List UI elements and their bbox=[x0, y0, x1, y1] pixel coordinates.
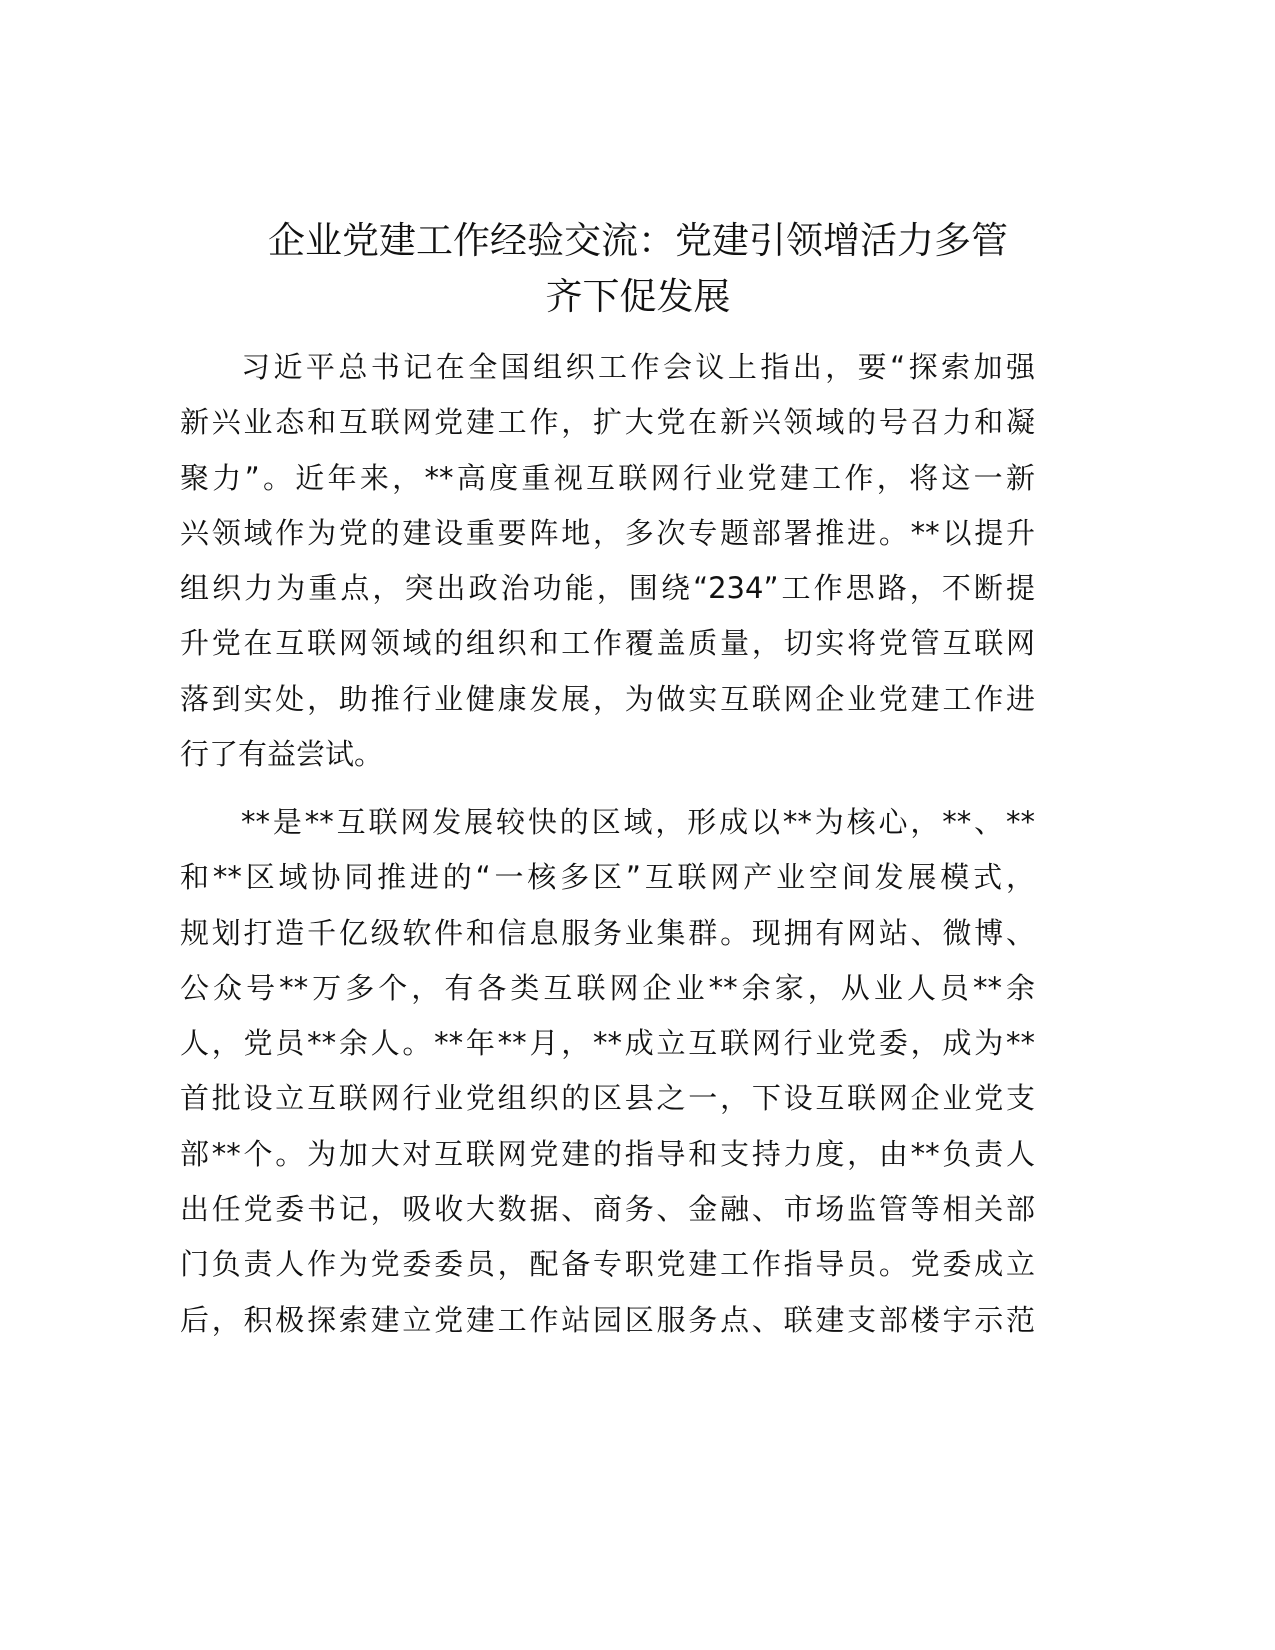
paragraph-2 bbox=[180, 795, 1035, 1348]
text-line: 规划打造千亿级软件和信息服务业集群。现拥有网站、微博、 bbox=[180, 915, 1035, 950]
paragraph-1 bbox=[180, 340, 1035, 782]
text-line: 组织力为重点，突出政治功能，围绕“234”工作思路，不断提 bbox=[180, 571, 1035, 606]
text-line: 升党在互联网领域的组织和工作覆盖质量，切实将党管互联网 bbox=[180, 626, 1035, 661]
text-line: 后，积极探索建立党建工作站园区服务点、联建支部楼宇示范 bbox=[180, 1302, 1035, 1337]
text-line: **是**互联网发展较快的区域，形成以**为核心，**、** bbox=[241, 805, 1035, 839]
text-line: 门负责人作为党委委员，配备专职党建工作指导员。党委成立 bbox=[180, 1247, 1035, 1282]
text-line: 和**区域协同推进的“一核多区”互联网产业空间发展模式， bbox=[180, 860, 1035, 895]
text-line: 习近平总书记在全国组织工作会议上指出，要“探索加强 bbox=[241, 350, 1035, 384]
text-line: 落到实处，助推行业健康发展，为做实互联网企业党建工作进 bbox=[180, 681, 1035, 716]
text-line: 聚力”。近年来，**高度重视互联网行业党建工作，将这一新 bbox=[180, 460, 1035, 495]
text-line: 行了有益尝试。 bbox=[180, 737, 384, 772]
title-line: 齐下促发展 bbox=[545, 275, 731, 318]
text-line: 出任党委书记，吸收大数据、商务、金融、市场监管等相关部 bbox=[180, 1192, 1035, 1227]
title-line: 企业党建工作经验交流：党建引领增活力多管 bbox=[268, 219, 1008, 262]
text-line: 首批设立互联网行业党组织的区县之一，下设互联网企业党支 bbox=[180, 1081, 1035, 1116]
text-line: 新兴业态和互联网党建工作，扩大党在新兴领域的号召力和凝 bbox=[180, 405, 1035, 440]
document-title bbox=[178, 213, 1098, 325]
text-line: 人，党员**余人。**年**月，**成立互联网行业党委，成为** bbox=[180, 1026, 1035, 1061]
text-line: 兴领域作为党的建设重要阵地，多次专题部署推进。**以提升 bbox=[180, 515, 1035, 550]
text-line: 部**个。为加大对互联网党建的指导和支持力度，由**负责人 bbox=[180, 1136, 1035, 1171]
text-line: 公众号**万多个，有各类互联网企业**余家，从业人员**余 bbox=[180, 970, 1035, 1005]
